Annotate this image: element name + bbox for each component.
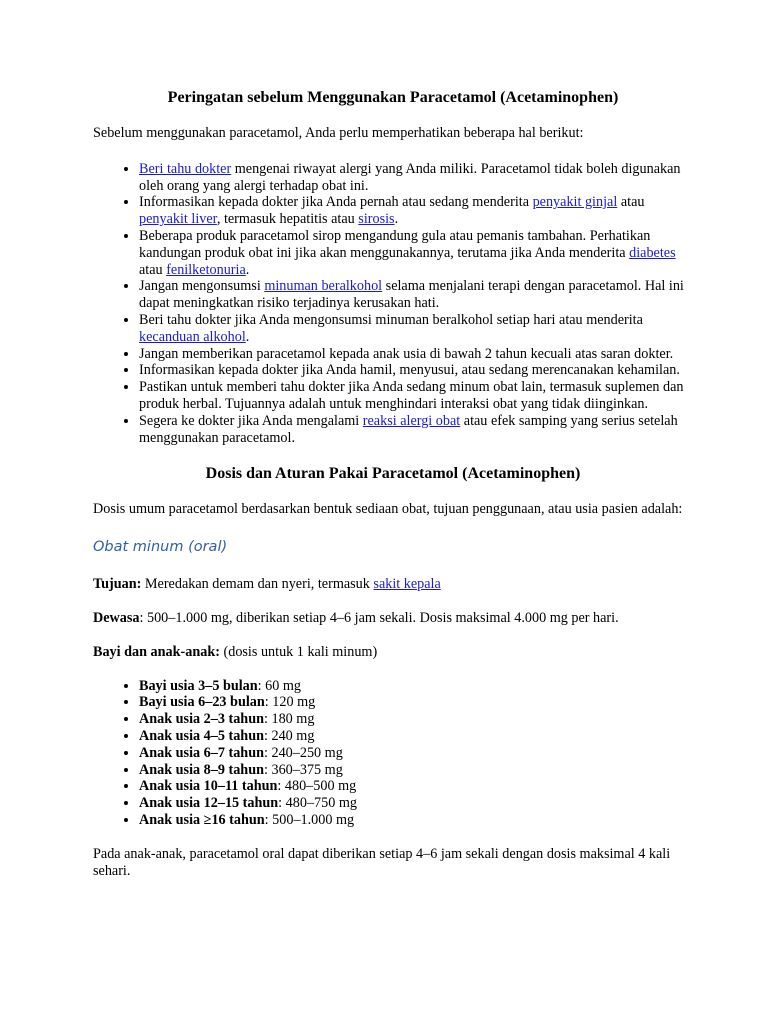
link-minuman-beralkohol[interactable]: minuman beralkohol: [264, 278, 383, 295]
link-sirosis[interactable]: sirosis: [358, 211, 395, 228]
dose-item: • Bayi usia 6–23 bulan: 120 mg: [139, 694, 693, 711]
document-content: [93, 88, 693, 879]
link-fenilketonuria[interactable]: fenilketonuria: [166, 261, 246, 278]
warning-heading: Peringatan sebelum Menggunakan Paracetamol (Acetaminophen): [167, 89, 619, 106]
purpose-label: Tujuan:: [93, 576, 142, 593]
adult-dose-paragraph: Dewasa: 500–1.000 mg, diberikan setiap 4–6 jam sekali. Dosis maksimal 4.000 mg per hari.: [93, 609, 619, 626]
dose-item: • Anak usia 2–3 tahun: 180 mg: [139, 711, 693, 728]
warning-intro: Sebelum menggunakan paracetamol, Anda perlu memperhatikan beberapa hal berikut:: [93, 125, 584, 141]
warning-item: • Pastikan untuk memberi tahu dokter jika Anda sedang minum obat lain, termasuk suplemen dan produk herbal. Tujuannya adalah untuk menghindari interaksi obat yang tidak diinginkan.: [139, 379, 693, 413]
warning-list: [93, 161, 693, 447]
children-label: Bayi dan anak-anak:: [93, 643, 220, 660]
footer-note: Pada anak-anak, paracetamol oral dapat diberikan setiap 4–6 jam sekali dengan dosis maksimal 4 kali sehari.: [93, 845, 671, 879]
oral-subheading: Obat minum (oral): [93, 539, 228, 556]
link-penyakit-ginjal[interactable]: penyakit ginjal: [532, 194, 618, 211]
link-sakit-kepala[interactable]: sakit kepala: [373, 576, 441, 593]
dose-item: • Anak usia 4–5 tahun: 240 mg: [139, 728, 693, 745]
dose-item: • Bayi usia 3–5 bulan: 60 mg: [139, 678, 693, 695]
warning-item: • Informasikan kepada dokter jika Anda pernah atau sedang menderita penyakit ginjal atau penyakit liver, termasuk hepatitis atau sirosis.: [139, 194, 693, 228]
dose-item: • Anak usia 10–11 tahun: 480–500 mg: [139, 778, 693, 795]
warning-item: • Beri tahu dokter mengenai riwayat alergi yang Anda miliki. Paracetamol tidak boleh digunakan oleh orang yang alergi terhadap obat ini.: [139, 161, 693, 195]
link-beri-tahu-dokter[interactable]: Beri tahu dokter: [139, 160, 232, 177]
adult-label: Dewasa: [93, 609, 140, 626]
warning-item: • Jangan memberikan paracetamol kepada anak usia di bawah 2 tahun kecuali atas saran dokter.: [139, 346, 693, 363]
link-reaksi-alergi-obat[interactable]: reaksi alergi obat: [362, 412, 461, 429]
children-paragraph: Bayi dan anak-anak: (dosis untuk 1 kali minum): [93, 643, 378, 660]
dose-list: [93, 678, 693, 829]
link-penyakit-liver[interactable]: penyakit liver: [139, 211, 217, 228]
dose-item: • Anak usia ≥16 tahun: 500–1.000 mg: [139, 812, 693, 829]
purpose-paragraph: Tujuan: Meredakan demam dan nyeri, termasuk sakit kepala: [93, 576, 441, 593]
dosage-intro: Dosis umum paracetamol berdasarkan bentuk sediaan obat, tujuan penggunaan, atau usia pasien adalah:: [93, 501, 683, 518]
warning-item: • Jangan mengonsumsi minuman beralkohol selama menjalani terapi dengan paracetamol. Hal ini dapat meningkatkan risiko terjadinya kerusakan hati.: [139, 278, 693, 312]
dose-item: • Anak usia 12–15 tahun: 480–750 mg: [139, 795, 693, 812]
warning-item: • Segera ke dokter jika Anda mengalami reaksi alergi obat atau efek samping yang serius setelah menggunakan paracetamol.: [139, 413, 693, 447]
dose-item: • Anak usia 6–7 tahun: 240–250 mg: [139, 745, 693, 762]
link-kecanduan-alkohol[interactable]: kecanduan alkohol: [139, 328, 246, 345]
warning-item: • Beri tahu dokter jika Anda mengonsumsi minuman beralkohol setiap hari atau menderita kecanduan alkohol.: [139, 312, 693, 346]
link-diabetes[interactable]: diabetes: [629, 244, 676, 261]
dosage-heading: Dosis dan Aturan Pakai Paracetamol (Acetaminophen): [205, 465, 581, 483]
warning-item: • Informasikan kepada dokter jika Anda hamil, menyusui, atau sedang merencanakan kehamilan.: [139, 362, 693, 379]
warning-item: • Beberapa produk paracetamol sirop mengandung gula atau pemanis tambahan. Perhatikan kandungan produk obat ini jika akan menggunakannya, terutama jika Anda menderita diabetes atau fenilketonuria.: [139, 228, 693, 278]
dose-item: • Anak usia 8–9 tahun: 360–375 mg: [139, 762, 693, 779]
